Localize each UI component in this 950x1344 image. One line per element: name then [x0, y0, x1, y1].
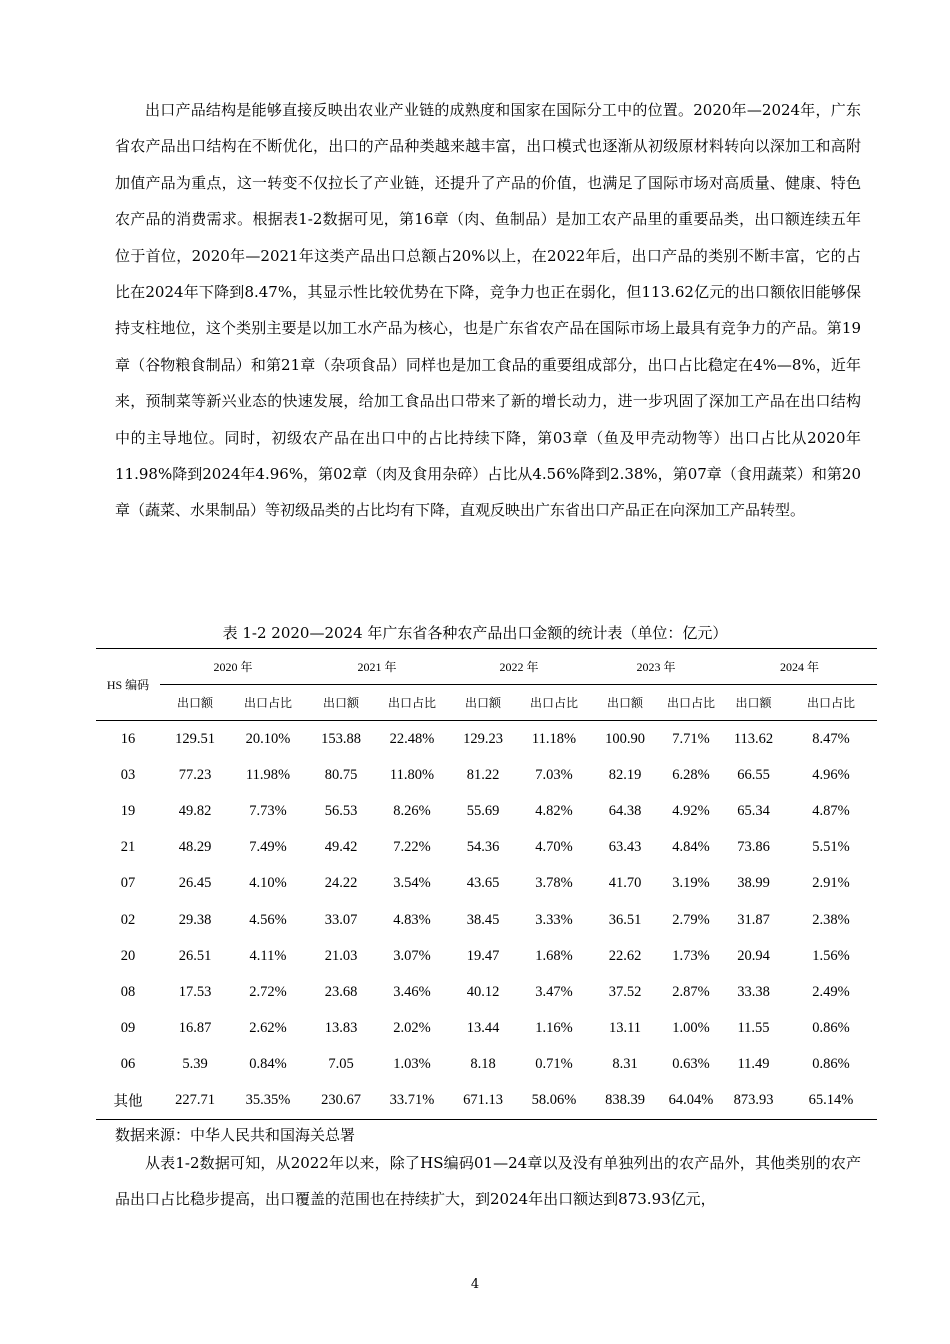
- share-cell: 0.84%: [249, 1056, 287, 1073]
- share-cell: 1.73%: [672, 947, 710, 964]
- share-cell: 3.47%: [535, 983, 573, 1000]
- amount-cell: 49.42: [324, 839, 358, 856]
- share-cell: 58.06%: [518, 1083, 590, 1120]
- share-cell: 35.35%: [230, 1083, 306, 1120]
- share-cell: 2.91%: [812, 875, 850, 892]
- amount-cell: 13.11: [608, 1020, 642, 1037]
- table-row: [96, 1047, 877, 1083]
- amount-cell: 26.45: [178, 875, 212, 892]
- share-cell: 7.73%: [249, 802, 287, 819]
- amount-cell: 671.13: [448, 1083, 518, 1120]
- share-cell: 3.33%: [535, 911, 573, 928]
- share-cell: 1.03%: [393, 1056, 431, 1073]
- hs-code-cell: 09: [120, 1020, 136, 1037]
- share-cell: 2.79%: [672, 911, 710, 928]
- amount-cell: 8.18: [470, 1056, 496, 1073]
- share-cell: 4.92%: [672, 802, 710, 819]
- page-number: 4: [470, 1277, 480, 1292]
- share-subheader: 出口占比: [518, 685, 590, 721]
- data-source-note: 数据来源：中华人民共和国海关总署: [115, 1126, 356, 1144]
- share-subheader: 出口占比: [785, 685, 877, 721]
- share-cell: 8.26%: [393, 802, 431, 819]
- year-header: 2022 年: [448, 649, 590, 685]
- body-paragraph-1: 出口产品结构是能够直接反映出农业产业链的成熟度和国家在国际分工中的位置。2020年—2024年，广东省农产品出口结构在不断优化，出口的产品种类越来越丰富，出口模式也逐渐从初级原材料转向以深加工和高附加值产品为重点，这一转变不仅拉长了产业链，还提升了产品的价值，也满足了国际市场对高质量、健康、特色农产品的消费需求。根据表1-2数据可见，第16章（肉、鱼制品）是加工农产品里的重要品类，出口额连续五年位于首位，2020年—2021年这类产品出口总额占20%以上，在2022年后，出口产品的类别不断丰富，它的占比在2024年下降到8.47%，其显示性比较优势在下降，竞争力也正在弱化，但113.62亿元的出口额依旧能够保持支柱地位，这个类别主要是以加工水产品为核心，也是广东省农产品在国际市场上最具有竞争力的产品。第19章（谷物粮食制品）和第21章（杂项食品）同样也是加工食品的重要组成部分，出口占比稳定在4%—8%，近年来，预制菜等新兴业态的快速发展，给加工食品出口带来了新的增长动力，进一步巩固了深加工产品在出口结构中的主导地位。同时，初级农产品在出口中的占比持续下降，第03章（鱼及甲壳动物等）出口占比从2020年11.98%降到2024年4.96%，第02章（肉及食用杂碎）占比从4.56%降到2.38%，第07章（食用蔬菜）和第20章（蔬菜、水果制品）等初级品类的占比均有下降，直观反映出广东省出口产品正在向深加工产品转型。: [115, 101, 861, 520]
- amount-cell: 77.23: [178, 766, 212, 783]
- share-cell: 6.28%: [672, 766, 710, 783]
- amount-subheader: 出口额: [590, 685, 660, 721]
- amount-cell: 227.71: [160, 1083, 230, 1120]
- share-subheader: 出口占比: [376, 685, 448, 721]
- share-cell: 2.38%: [812, 911, 850, 928]
- amount-cell: 5.39: [182, 1056, 208, 1073]
- share-cell: 4.56%: [249, 911, 287, 928]
- amount-cell: 20.94: [737, 947, 770, 964]
- body-paragraph-2: 从表1-2数据可知，从2022年以来，除了HS编码01—24章以及没有单独列出的农产品外，其他类别的农产品出口占比稳步提高，出口覆盖的范围也在持续扩大，到2024年出口额达到873.93亿元，: [115, 1154, 861, 1209]
- share-cell: 0.71%: [535, 1056, 573, 1073]
- share-cell: 0.86%: [812, 1020, 850, 1037]
- amount-cell: 838.39: [590, 1083, 660, 1120]
- amount-subheader: 出口额: [448, 685, 518, 721]
- amount-cell: 16.87: [178, 1020, 212, 1037]
- hs-code-cell: 16: [120, 730, 136, 747]
- hs-code-cell: 02: [120, 911, 136, 928]
- share-cell: 3.54%: [393, 875, 431, 892]
- share-cell: 1.68%: [535, 947, 573, 964]
- amount-cell: 63.43: [608, 839, 642, 856]
- share-cell: 22.48%: [389, 730, 435, 747]
- amount-cell: 11.55: [737, 1020, 770, 1037]
- amount-cell: 65.34: [737, 802, 770, 819]
- share-cell: 2.49%: [812, 983, 850, 1000]
- hs-code-cell: 20: [120, 947, 136, 964]
- share-cell: 3.78%: [535, 875, 573, 892]
- table-caption: 表 1-2 2020—2024 年广东省各种农产品出口金额的统计表（单位：亿元）: [222, 624, 728, 642]
- amount-cell: 33.07: [324, 911, 358, 928]
- table-row: [96, 721, 877, 758]
- share-cell: 2.72%: [249, 983, 287, 1000]
- amount-cell: 73.86: [737, 839, 770, 856]
- hs-code-cell: 07: [120, 875, 136, 892]
- table-row: [96, 902, 877, 938]
- amount-cell: 21.03: [324, 947, 358, 964]
- amount-cell: 129.51: [175, 730, 215, 747]
- hs-code-cell: 19: [120, 802, 136, 819]
- table-row: [96, 1083, 877, 1120]
- export-statistics-table: [96, 648, 877, 1120]
- amount-subheader: 出口额: [722, 685, 785, 721]
- amount-cell: 36.51: [608, 911, 642, 928]
- amount-cell: 33.38: [737, 983, 770, 1000]
- share-cell: 8.47%: [812, 730, 850, 747]
- share-cell: 4.96%: [812, 766, 850, 783]
- table-row: [96, 866, 877, 902]
- amount-cell: 26.51: [178, 947, 212, 964]
- amount-cell: 56.53: [324, 802, 358, 819]
- share-cell: 7.03%: [535, 766, 573, 783]
- hs-code-cell: 03: [120, 766, 136, 783]
- amount-cell: 49.82: [178, 802, 212, 819]
- share-subheader: 出口占比: [660, 685, 722, 721]
- share-cell: 64.04%: [660, 1083, 722, 1120]
- hs-code-cell: 08: [120, 983, 136, 1000]
- amount-cell: 19.47: [466, 947, 500, 964]
- share-cell: 11.18%: [531, 730, 577, 747]
- amount-cell: 153.88: [321, 730, 361, 747]
- hs-code-cell: 其他: [96, 1083, 160, 1120]
- share-cell: 5.51%: [812, 839, 850, 856]
- amount-cell: 129.23: [463, 730, 503, 747]
- share-cell: 4.87%: [812, 802, 850, 819]
- amount-cell: 23.68: [324, 983, 358, 1000]
- hs-code-header: HS 编码: [96, 649, 160, 721]
- table-row: [96, 974, 877, 1010]
- amount-cell: 80.75: [324, 766, 358, 783]
- amount-cell: 873.93: [722, 1083, 785, 1120]
- amount-cell: 40.12: [466, 983, 500, 1000]
- share-cell: 2.62%: [249, 1020, 287, 1037]
- share-cell: 1.16%: [535, 1020, 573, 1037]
- amount-cell: 41.70: [608, 875, 642, 892]
- amount-cell: 48.29: [178, 839, 212, 856]
- amount-cell: 82.19: [608, 766, 642, 783]
- table-row: [96, 757, 877, 793]
- year-header: 2023 年: [590, 649, 722, 685]
- amount-cell: 113.62: [733, 730, 774, 747]
- share-cell: 4.70%: [535, 839, 573, 856]
- share-cell: 3.19%: [672, 875, 710, 892]
- share-cell: 4.10%: [249, 875, 287, 892]
- share-cell: 3.07%: [393, 947, 431, 964]
- share-cell: 4.83%: [393, 911, 431, 928]
- share-cell: 7.71%: [672, 730, 710, 747]
- amount-cell: 22.62: [608, 947, 642, 964]
- share-cell: 2.02%: [393, 1020, 431, 1037]
- amount-cell: 7.05: [328, 1056, 354, 1073]
- share-cell: 4.84%: [672, 839, 710, 856]
- amount-subheader: 出口额: [160, 685, 230, 721]
- hs-code-cell: 21: [120, 839, 136, 856]
- share-subheader: 出口占比: [230, 685, 306, 721]
- share-cell: 65.14%: [785, 1083, 877, 1120]
- amount-cell: 100.90: [605, 730, 645, 747]
- share-cell: 33.71%: [376, 1083, 448, 1120]
- amount-cell: 81.22: [466, 766, 500, 783]
- year-header: 2020 年: [160, 649, 306, 685]
- share-cell: 20.10%: [245, 730, 291, 747]
- amount-cell: 38.99: [737, 875, 770, 892]
- amount-cell: 13.83: [324, 1020, 358, 1037]
- share-cell: 4.82%: [535, 802, 573, 819]
- table-row: [96, 830, 877, 866]
- amount-subheader: 出口额: [306, 685, 376, 721]
- share-cell: 0.63%: [672, 1056, 710, 1073]
- amount-cell: 66.55: [737, 766, 770, 783]
- amount-cell: 13.44: [466, 1020, 500, 1037]
- hs-code-cell: 06: [120, 1056, 136, 1073]
- amount-cell: 29.38: [178, 911, 212, 928]
- share-cell: 11.80%: [389, 766, 435, 783]
- table-row: [96, 938, 877, 974]
- year-header: 2024 年: [722, 649, 877, 685]
- share-cell: 7.22%: [393, 839, 431, 856]
- amount-cell: 8.31: [612, 1056, 638, 1073]
- amount-cell: 31.87: [737, 911, 770, 928]
- share-cell: 4.11%: [249, 947, 287, 964]
- table-row: [96, 793, 877, 829]
- amount-cell: 17.53: [178, 983, 212, 1000]
- amount-cell: 64.38: [608, 802, 642, 819]
- amount-cell: 54.36: [466, 839, 500, 856]
- table-row: [96, 1011, 877, 1047]
- amount-cell: 37.52: [608, 983, 642, 1000]
- amount-cell: 11.49: [737, 1056, 770, 1073]
- year-header: 2021 年: [306, 649, 448, 685]
- share-cell: 1.00%: [672, 1020, 710, 1037]
- amount-cell: 230.67: [306, 1083, 376, 1120]
- table-body: [96, 721, 877, 1120]
- share-cell: 7.49%: [249, 839, 287, 856]
- amount-cell: 24.22: [324, 875, 358, 892]
- amount-cell: 55.69: [466, 802, 500, 819]
- share-cell: 2.87%: [672, 983, 710, 1000]
- amount-cell: 43.65: [466, 875, 500, 892]
- amount-cell: 38.45: [466, 911, 500, 928]
- share-cell: 0.86%: [812, 1056, 850, 1073]
- share-cell: 3.46%: [393, 983, 431, 1000]
- share-cell: 11.98%: [245, 766, 291, 783]
- share-cell: 1.56%: [812, 947, 850, 964]
